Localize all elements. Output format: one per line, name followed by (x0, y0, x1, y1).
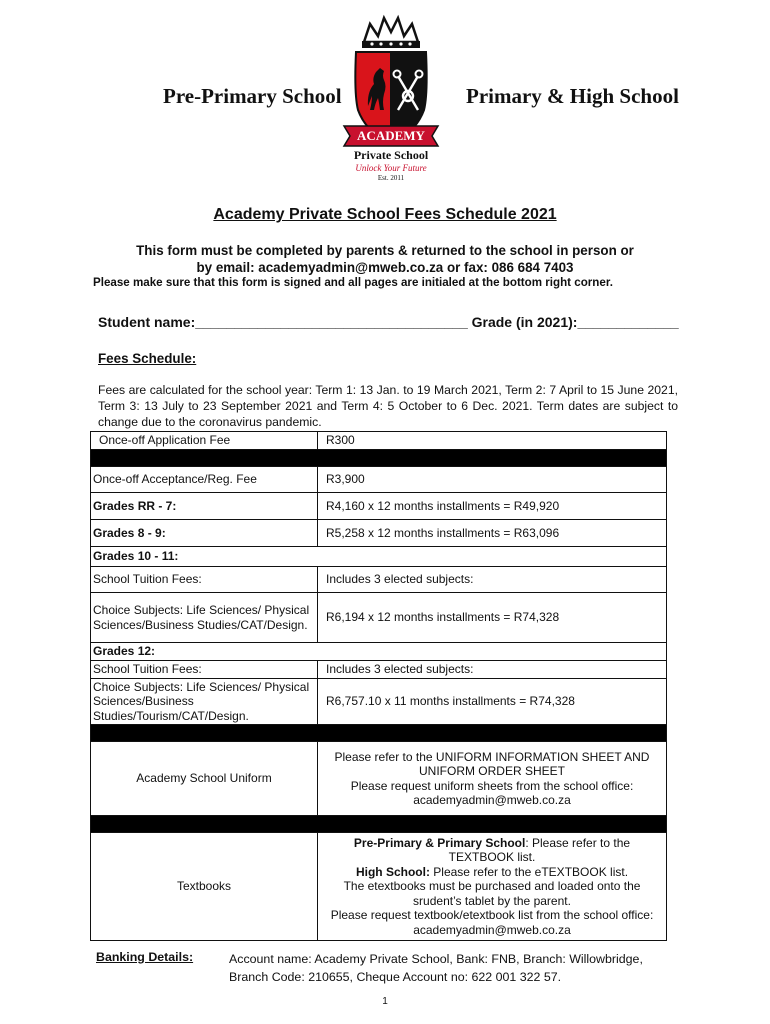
document-title: Academy Private School Fees Schedule 2021 (213, 206, 557, 223)
textbooks-primary-text: : Please refer to the TEXTBOOK list. (448, 835, 631, 865)
table-row (91, 742, 667, 816)
pre-primary-heading: Pre-Primary School (163, 84, 342, 108)
fees-table (90, 431, 667, 941)
grades-10-11-heading: Grades 10 - 11: (91, 547, 667, 567)
uniform-label: Academy School Uniform (91, 742, 318, 816)
grades-8-9-value: R5,258 x 12 months installments = R63,096 (318, 520, 667, 547)
grades-rr-7-value: R4,160 x 12 months installments = R49,920 (318, 493, 667, 520)
uniform-email[interactable]: academyadmin@mweb.co.za (413, 793, 571, 807)
textbooks-line-2 (320, 865, 664, 880)
table-row (91, 467, 667, 493)
textbooks-line-1 (320, 836, 664, 865)
g1011-choice-value: R6,194 x 12 months installments = R74,328 (318, 593, 667, 643)
school-logo (334, 14, 448, 186)
banking-line-1: Account name: Academy Private School, Bank: FNB, Branch: Willowbridge, (229, 952, 643, 966)
banking-details-text (229, 950, 679, 986)
textbooks-line-4: Please request textbook/etextbook list from the school office: (330, 908, 654, 923)
g12-tuition-value: Includes 3 elected subjects: (318, 661, 667, 679)
g1011-tuition-label: School Tuition Fees: (91, 567, 318, 593)
table-row (91, 833, 667, 941)
uniform-line-2: Please request uniform sheets from the school office: (350, 778, 634, 793)
table-row (91, 643, 667, 661)
textbooks-line-3: The etextbooks must be purchased and loaded onto the srudent’s tablet by the parent. (343, 879, 641, 908)
table-row (91, 520, 667, 547)
textbooks-email[interactable]: academyadmin@mweb.co.za (413, 922, 571, 937)
table-row (91, 593, 667, 643)
grades-12-heading: Grades 12: (91, 643, 667, 661)
textbooks-high-text: Please refer to the eTEXTBOOK list. (429, 864, 629, 879)
fees-paragraph: Fees are calculated for the school year: Term 1: 13 Jan. to 19 March 2021, Term 2: 7 April to 15 June 2021, Term 3: 13 July to 23 September 2021 and Term 4: 5 October to 6 Dec. 2021. Term dates are subject to change due to the coronavirus pandemic. (98, 383, 678, 429)
logo-tagline: Unlock Your Future (355, 163, 427, 173)
grades-8-9-label: Grades 8 - 9: (91, 520, 318, 547)
g12-tuition-label: School Tuition Fees: (91, 661, 318, 679)
textbooks-label: Textbooks (91, 833, 318, 941)
table-row (91, 567, 667, 593)
subtitle-line-1: This form must be completed by parents & returned to the school in person or (136, 243, 634, 258)
student-name-grade-field[interactable]: Student name:___________________________________ Grade (in 2021):_____________ (98, 314, 679, 330)
uniform-line-1: Please refer to the UNIFORM INFORMATION SHEET AND UNIFORM ORDER SHEET (334, 749, 650, 778)
acceptance-fee-label: Once-off Acceptance/Reg. Fee (91, 467, 318, 493)
table-row (91, 678, 667, 725)
table-divider (91, 816, 667, 833)
table-row (91, 432, 667, 450)
g12-choice-value: R6,757.10 x 11 months installments = R74,328 (318, 678, 667, 725)
table-row (91, 661, 667, 679)
signature-note: Please make sure that this form is signed and all pages are initialed at the bottom right corner. (93, 276, 613, 289)
fees-schedule-heading: Fees Schedule: (98, 351, 197, 366)
g1011-tuition-value: Includes 3 elected subjects: (318, 567, 667, 593)
logo-subtitle: Private School (353, 148, 429, 162)
g12-choice-label: Choice Subjects: Life Sciences/ Physical Sciences/Business Studies/Tourism/CAT/Design. (91, 678, 318, 725)
banking-line-2: Branch Code: 210655, Cheque Account no: 622 001 322 57. (229, 970, 562, 984)
textbooks-high-bold: High School: (355, 864, 430, 879)
acceptance-fee-value: R3,900 (318, 467, 667, 493)
page-number: 1 (382, 996, 388, 1007)
primary-high-heading: Primary & High School (466, 84, 679, 108)
textbooks-primary-bold: Pre-Primary & Primary School (353, 835, 526, 850)
application-fee-value: R300 (318, 432, 667, 450)
logo-banner-text: ACADEMY (357, 128, 425, 143)
table-row (91, 493, 667, 520)
logo-est: Est. 2011 (377, 174, 405, 182)
uniform-info (318, 742, 667, 816)
table-row (91, 547, 667, 567)
application-fee-label: Once-off Application Fee (91, 432, 318, 450)
grades-rr-7-label: Grades RR - 7: (91, 493, 318, 520)
banking-details-label: Banking Details: (96, 950, 194, 964)
table-divider (91, 450, 667, 467)
subtitle-line-2: by email: academyadmin@mweb.co.za or fax: 086 684 7403 (196, 260, 574, 275)
textbooks-info (318, 833, 667, 941)
table-divider (91, 725, 667, 742)
g1011-choice-label: Choice Subjects: Life Sciences/ Physical Sciences/Business Studies/CAT/Design. (91, 593, 318, 643)
